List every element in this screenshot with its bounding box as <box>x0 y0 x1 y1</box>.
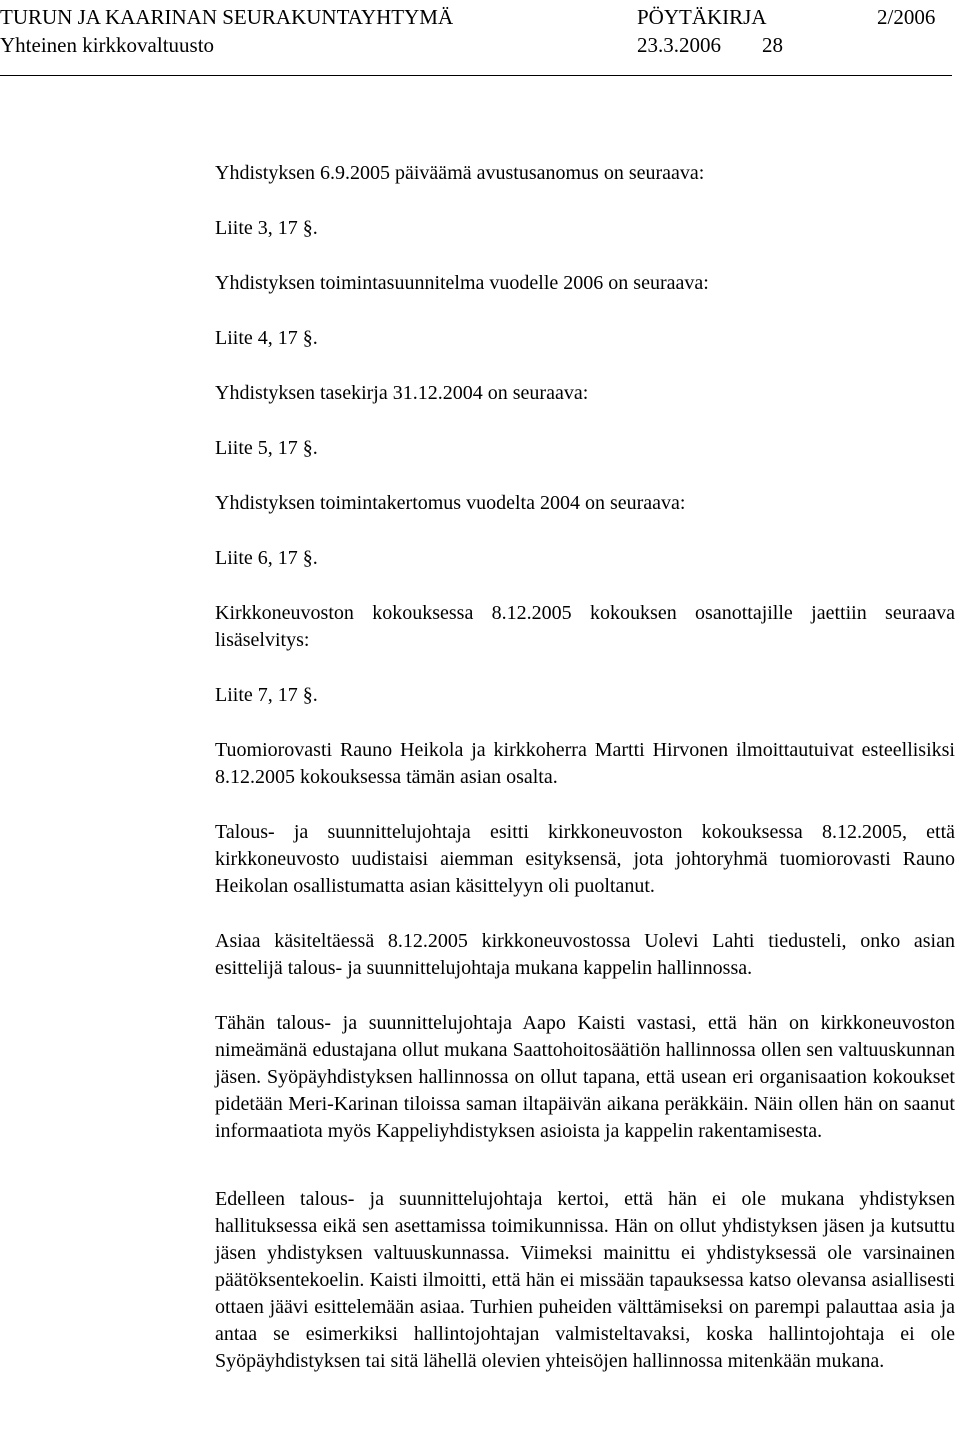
paragraph-balance-sheet: Yhdistyksen tasekirja 31.12.2004 on seuraava: <box>215 382 589 404</box>
paragraph-further-statement: Edelleen talous- ja suunnittelujohtaja kertoi, että hän ei ole mukana yhdistyksen hallituksessa eikä sen asettamissa toimikunnissa. Hän on ollut yhdistyksen jäsen ja kutsuttu jäsen yhdistyksen valtuuskunnassa. Viimeksi mainittu ei yhdistyksessä ole varsinainen päätöksentekoelin. Kaisti ilmoitti, että hän ei missään tapauksessa katso olevansa asiallisesti ottaen jäävi esittelemään asiaa. Turhien puheiden välttämiseksi on parempi palauttaa asia ja antaa se esimerkiksi hallintojohtajan valmisteltavaksi, koska hallintojohtaja ei ole Syöpäyhdistyksen tai sitä lähellä olevien yhteisöjen hallinnossa mitenkään mukana. <box>215 1188 955 1372</box>
attachment-reference-6: Liite 6, 17 §. <box>215 547 318 569</box>
attachment-reference-5: Liite 5, 17 §. <box>215 437 318 459</box>
page-number: 28 <box>762 33 783 57</box>
meeting-body-name: Yhteinen kirkkovaltuusto <box>0 33 215 57</box>
paragraph-grant-application: Yhdistyksen 6.9.2005 päiväämä avustusanomus on seuraava: <box>215 162 705 184</box>
paragraph-inquiry: Asiaa käsiteltäessä 8.12.2005 kirkkoneuvostossa Uolevi Lahti tiedusteli, onko asian esittelijä talous- ja suunnittelujohtaja mukana kappelin hallinnossa. <box>215 930 955 979</box>
meeting-date: 23.3.2006 <box>637 33 721 57</box>
document-type: PÖYTÄKIRJA <box>637 5 767 29</box>
paragraph-disqualifications: Tuomiorovasti Rauno Heikola ja kirkkoherra Martti Hirvonen ilmoittautuivat esteellisiksi 8.12.2005 kokouksessa tämän asian osalta. <box>215 739 955 788</box>
organization-name: TURUN JA KAARINAN SEURAKUNTAYHTYMÄ <box>0 5 454 29</box>
paragraph-annual-report: Yhdistyksen toimintakertomus vuodelta 2004 on seuraava: <box>215 492 686 514</box>
paragraph-additional-report: Kirkkoneuvoston kokouksessa 8.12.2005 kokouksen osanottajille jaettiin seuraava lisäselvitys: <box>215 602 955 651</box>
document-number: 2/2006 <box>877 5 936 29</box>
attachment-reference-7: Liite 7, 17 §. <box>215 684 318 706</box>
paragraph-response: Tähän talous- ja suunnittelujohtaja Aapo Kaisti vastasi, että hän on kirkkoneuvoston nimeämänä edustajana ollut mukana Saattohoitosäätiön hallinnossa ollen sen valtuuskunnan jäsen. Syöpäyhdistyksen hallinnossa on ollut tapana, että usean eri organisaation kokoukset pidetään Meri-Karinan tiloissa saman iltapäivän aikana peräkkäin. Näin ollen hän on saanut informaatiota myös Kappeliyhdistyksen asioista ja kappelin rakentamisesta. <box>215 1012 955 1142</box>
attachment-reference-3: Liite 3, 17 §. <box>215 217 318 239</box>
header-divider <box>0 75 952 76</box>
attachment-reference-4: Liite 4, 17 §. <box>215 327 318 349</box>
paragraph-action-plan: Yhdistyksen toimintasuunnitelma vuodelle 2006 on seuraava: <box>215 272 709 294</box>
paragraph-proposal: Talous- ja suunnittelujohtaja esitti kirkkoneuvoston kokouksessa 8.12.2005, että kirkkoneuvosto uudistaisi aiemman esityksensä, jota johtoryhmä tuomiorovasti Rauno Heikolan osallistumatta asian käsittelyyn oli puoltanut. <box>215 821 955 897</box>
